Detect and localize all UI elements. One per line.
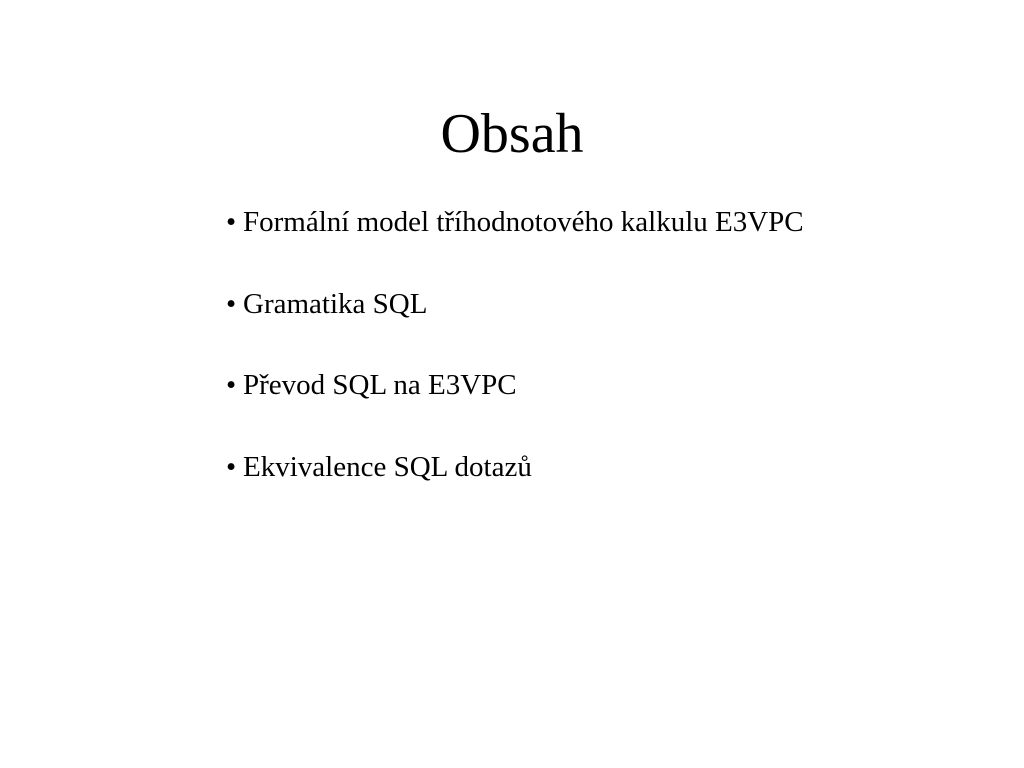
- bullet-icon: •: [226, 287, 237, 320]
- bullet-list: [226, 202, 986, 528]
- slide-title: Obsah: [440, 103, 584, 165]
- bullet-item-conversion: [226, 365, 986, 405]
- bullet-text: Ekvivalence SQL dotazů: [243, 450, 532, 483]
- bullet-icon: •: [226, 206, 237, 238]
- bullet-item-formal-model: [226, 202, 986, 242]
- bullet-icon: •: [226, 450, 237, 483]
- bullet-item-equivalence: [226, 447, 986, 487]
- bullet-text: Formální model tříhodnotového kalkulu E3VPC: [243, 206, 804, 238]
- bullet-icon: •: [226, 369, 237, 401]
- bullet-item-grammar: [226, 284, 986, 324]
- bullet-text: Gramatika SQL: [243, 287, 428, 320]
- bullet-text: Převod SQL na E3VPC: [243, 369, 517, 401]
